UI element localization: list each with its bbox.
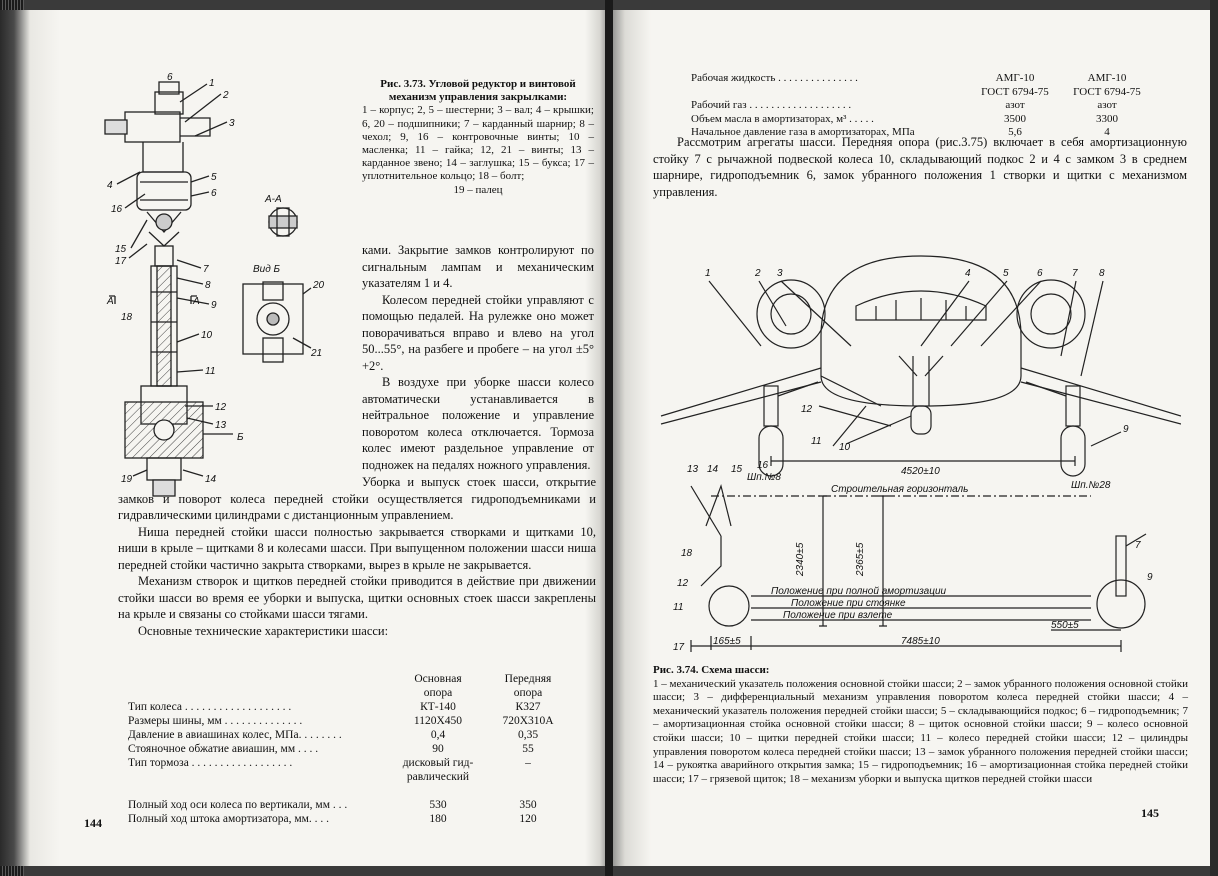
row-value: 350 bbox=[519, 799, 537, 811]
label-a-right: А bbox=[193, 296, 200, 307]
label-7-side: 7 bbox=[1135, 540, 1141, 551]
row-value: ГОСТ 6794-75 bbox=[981, 85, 1049, 98]
label-position-takeoff: Положение при взлете bbox=[783, 610, 893, 621]
label-4: 4 bbox=[107, 180, 113, 191]
paragraph: В воздухе при уборке шасси колесо автоматически устанавливается в нейтральное положение и управление поворотом колеса отключается. Тормоза колес имеют раздельное управление от подножек на педалях ножного управления. bbox=[362, 375, 594, 472]
label-6: 6 bbox=[167, 72, 173, 83]
label-18: 18 bbox=[681, 548, 693, 559]
table-row bbox=[118, 798, 588, 812]
table-row bbox=[691, 72, 1161, 86]
label-track-4520: 4520±10 bbox=[901, 466, 940, 477]
table-row bbox=[118, 742, 588, 756]
row-value: 720Х310А bbox=[502, 715, 554, 727]
figure-3-73-legend: 1 – корпус; 2, 5 – шестерни; 3 – вал; 4 – крышки; 6, 20 – подшипники; 7 – карданный шарнир; 8 – чехол; 9, 16 – контровочные винты; 10 – масленка; 11 – гайка; 12, 21 – винты; 13 – карданное звено; 14 – заглушка; 15 – букса; 17 – уплотнительное кольцо; 18 – болт; bbox=[362, 104, 594, 183]
table-row bbox=[118, 728, 588, 742]
label-9-side: 9 bbox=[1147, 572, 1153, 583]
label-16: 16 bbox=[111, 204, 123, 215]
specs-table bbox=[118, 672, 588, 826]
row-value: 90 bbox=[432, 743, 444, 755]
label-12: 12 bbox=[215, 402, 227, 413]
label-18: 18 bbox=[121, 312, 133, 323]
label-2365: 2365±5 bbox=[855, 542, 866, 576]
label-section-aa: А-А bbox=[265, 194, 282, 205]
table-row bbox=[691, 113, 1161, 127]
label-16: 16 bbox=[757, 460, 769, 471]
row-value: 0,35 bbox=[517, 729, 539, 741]
row-label: Рабочая жидкость . . . . . . . . . . . . . . . bbox=[691, 72, 858, 84]
label-4: 4 bbox=[965, 268, 971, 279]
label-19: 19 bbox=[121, 474, 133, 485]
label-12-side: 12 bbox=[677, 578, 689, 589]
label-5: 5 bbox=[211, 172, 217, 183]
row-value: К327 bbox=[515, 701, 541, 713]
left-page bbox=[0, 10, 607, 866]
figure-3-73-legend-last: 19 – палец bbox=[453, 183, 503, 196]
table-row bbox=[118, 700, 588, 714]
left-column-text bbox=[362, 242, 594, 473]
col-front-line2: опора bbox=[513, 687, 543, 699]
label-550: 550±5 bbox=[1051, 620, 1079, 631]
label-view-b: Вид Б bbox=[253, 264, 281, 275]
label-11: 11 bbox=[205, 366, 216, 377]
label-15: 15 bbox=[731, 464, 743, 475]
row-label: Тип тормоза . . . . . . . . . . . . . . . . . . bbox=[128, 757, 293, 769]
paragraph: Основные технические характеристики шасси: bbox=[138, 623, 389, 638]
figure-3-74-title: Рис. 3.74. Схема шасси: bbox=[653, 664, 770, 676]
label-horizontal: Строительная горизонталь bbox=[831, 484, 969, 495]
right-body-text bbox=[653, 134, 1187, 200]
specs-header bbox=[118, 672, 588, 700]
table-row bbox=[118, 756, 588, 770]
table-row bbox=[118, 714, 588, 728]
paragraph: Рассмотрим агрегаты шасси. Передняя опора (рис.3.75) включает в себя амортизационную стойку 7 с рычажной подвеской колеса 10, складывающий подкос 2 и 4 с замком 3 в среднем шарнире, гидроподъемник 6, замок убранного положения 1 створки и щитки с механизмом управления. bbox=[653, 135, 1187, 199]
label-frame-8: Шп.№8 bbox=[747, 472, 781, 483]
row-value: 1120Х450 bbox=[413, 715, 463, 727]
row-value: ГОСТ 6794-75 bbox=[1073, 85, 1141, 98]
label-a-left: А bbox=[107, 296, 114, 307]
right-page bbox=[611, 10, 1211, 866]
label-5: 5 bbox=[1003, 268, 1009, 279]
label-21: 21 bbox=[311, 348, 323, 359]
label-9: 9 bbox=[1123, 424, 1129, 435]
label-8: 8 bbox=[1099, 268, 1105, 279]
figure-3-74-drawing bbox=[651, 206, 1181, 658]
paragraph: ками. Закрытие замков контролируют по сигнальным лампам и механическим указателям 1 и 4. bbox=[362, 243, 594, 290]
row-value: 0,4 bbox=[430, 729, 446, 741]
label-3: 3 bbox=[229, 118, 235, 129]
figure-3-73-caption bbox=[362, 78, 594, 197]
label-13: 13 bbox=[687, 464, 699, 475]
row-value: АМГ-10 bbox=[1087, 72, 1127, 84]
label-3: 3 bbox=[777, 268, 783, 279]
row-label: Давление в авиашинах колес, МПа. . . . . . . . bbox=[128, 729, 342, 741]
row-label: Полный ход оси колеса по вертикали, мм . . . bbox=[128, 799, 348, 811]
figure-3-73-drawing bbox=[85, 72, 350, 512]
label-2: 2 bbox=[755, 268, 761, 279]
col-main-line1: Основная bbox=[414, 673, 462, 685]
label-1: 1 bbox=[209, 78, 215, 89]
row-label: Рабочий газ . . . . . . . . . . . . . . . . . . . bbox=[691, 99, 852, 111]
row-label: Тип колеса . . . . . . . . . . . . . . . . . . . bbox=[128, 701, 292, 713]
label-b: Б bbox=[237, 432, 244, 443]
label-17: 17 bbox=[673, 642, 685, 653]
label-11-side: 11 bbox=[673, 602, 684, 613]
row-label: Полный ход штока амортизатора, мм. . . . bbox=[128, 813, 330, 825]
label-10: 10 bbox=[201, 330, 213, 341]
page-number: 144 bbox=[84, 816, 102, 830]
col-main bbox=[393, 672, 483, 700]
row-value: 3300 bbox=[1096, 112, 1118, 125]
paragraph: Уборка и выпуск стоек шасси, открытие замков и поворот колеса передней стойки осуществляется гидроподъемниками и гидравлическими цилиндрами с дистанционным управлением. bbox=[118, 475, 596, 522]
label-7: 7 bbox=[1072, 268, 1078, 279]
label-14: 14 bbox=[205, 474, 217, 485]
label-12: 12 bbox=[801, 404, 813, 415]
label-1: 1 bbox=[705, 268, 711, 279]
label-8: 8 bbox=[205, 280, 211, 291]
row-value: 530 bbox=[429, 799, 447, 811]
label-7485: 7485±10 bbox=[901, 636, 940, 647]
label-6b: 6 bbox=[211, 188, 217, 199]
paragraph: Колесом передней стойки управляют с помощью педалей. На рулежке оно может поворачиваться вправо и влево на угол 50...55°, на разбеге и пробеге – на угол ±5°+2°. bbox=[362, 292, 594, 373]
label-2340: 2340±5 bbox=[795, 542, 806, 576]
label-20: 20 bbox=[313, 280, 325, 291]
label-14: 14 bbox=[707, 464, 719, 475]
paragraph: Механизм створок и щитков передней стойки приводится в действие при движении стойки шасси во время ее уборки и выпуска, щитки основных стоек шасси закреплены на крыле и связаны со стойками шасси тягами. bbox=[118, 574, 596, 621]
fluid-table bbox=[691, 72, 1161, 140]
paragraph: Ниша передней стойки шасси полностью закрывается створками и щитками 10, ниши в крыле – щитками 8 и колесами шасси. При выпущенном положении шасси ниша передней стойки частично закрыта створками, вырез в крыле не закрывается. bbox=[118, 524, 596, 572]
row-label: Размеры шины, мм . . . . . . . . . . . . . . bbox=[128, 715, 303, 727]
table-row bbox=[691, 86, 1161, 100]
label-15: 15 bbox=[115, 244, 127, 255]
row-label: Стояночное обжатие авиашин, мм . . . . bbox=[128, 743, 319, 755]
label-9: 9 bbox=[211, 300, 217, 311]
figure-3-74-legend: 1 – механический указатель положения основной стойки шасси; 2 – замок убранного положения основной стойки шасси; 3 – дифференциальный механизм управления поворотом колеса передней стойки шасси; 4 – механический указатель положения передней стойки шасси; 5 – складывающийся подкос; 6 – гидроподъемник; 7 – амортизационная стойка основной стойки шасси; 8 – щиток основной стойки шасси; 9 – колесо основной стойки шасси; 10 – щитки передней стойки шасси; 11 – колесо передней стойки шасси; 12 – цилиндры управления поворотом колеса передней стойки шасси; 13 – замок убранного положения передней стойки шасси; 14 – рукоятка аварийного открытия замка; 15 – гидроподъемник; 16 – амортизационная стойка передней стойки шасси; 17 – грязевой щиток; 18 – механизм уборки и выпуска щитков передней стойки шасси bbox=[653, 677, 1188, 785]
table-row bbox=[118, 784, 588, 798]
row-value: 120 bbox=[519, 813, 537, 825]
row-value: АМГ-10 bbox=[995, 72, 1035, 84]
label-13: 13 bbox=[215, 420, 227, 431]
row-value: 3500 bbox=[1004, 112, 1026, 125]
label-10: 10 bbox=[839, 442, 851, 453]
figure-3-74-caption bbox=[653, 664, 1188, 786]
page-number: 145 bbox=[1141, 806, 1159, 820]
label-frame-28: Шп.№28 bbox=[1071, 480, 1111, 491]
row-value: 5,6 bbox=[1008, 126, 1022, 138]
row-value: 4 bbox=[1104, 126, 1110, 138]
row-value: равлический bbox=[406, 771, 470, 783]
book-gutter bbox=[605, 0, 613, 876]
label-position-full: Положение при полной амортизации bbox=[771, 586, 947, 597]
table-row bbox=[691, 99, 1161, 113]
row-label: Начальное давление газа в амортизаторах, МПа bbox=[691, 126, 915, 138]
label-2: 2 bbox=[223, 90, 229, 101]
label-17: 17 bbox=[115, 256, 127, 267]
row-value: КТ-140 bbox=[420, 701, 456, 713]
col-main-line2: опора bbox=[423, 687, 453, 699]
label-165: 165±5 bbox=[713, 636, 741, 647]
row-value: азот bbox=[1097, 99, 1117, 111]
row-value: азот bbox=[1005, 99, 1025, 111]
row-value: 180 bbox=[429, 813, 447, 825]
label-11: 11 bbox=[811, 436, 822, 447]
row-label: Объем масла в амортизаторах, м³ . . . . . bbox=[691, 112, 874, 125]
figure-3-73-title: Рис. 3.73. Угловой редуктор и винтовой механизм управления закрылками: bbox=[380, 78, 576, 104]
label-6: 6 bbox=[1037, 268, 1043, 279]
book-page-edges-right bbox=[1210, 0, 1218, 876]
row-value: 55 bbox=[522, 743, 534, 755]
col-front bbox=[483, 672, 573, 700]
label-position-parked: Положение при стоянке bbox=[791, 598, 906, 609]
row-value: дисковый гид- bbox=[402, 757, 474, 769]
row-value: – bbox=[525, 757, 531, 769]
col-front-line1: Передняя bbox=[504, 673, 552, 685]
label-7: 7 bbox=[203, 264, 209, 275]
specs-rows bbox=[118, 700, 588, 826]
table-row bbox=[118, 770, 588, 784]
table-row bbox=[118, 812, 588, 826]
